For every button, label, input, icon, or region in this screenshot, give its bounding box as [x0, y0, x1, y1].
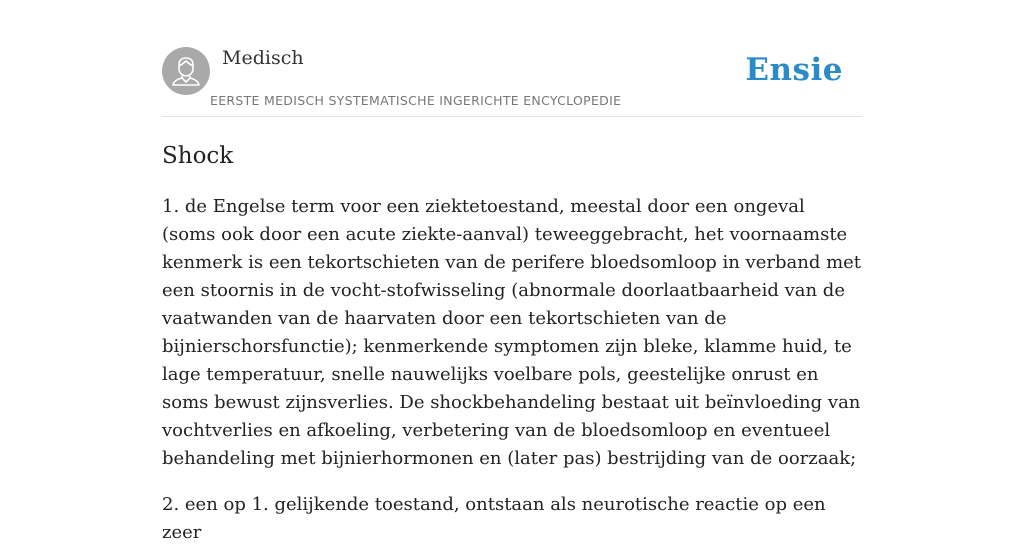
definition-paragraph: 1. de Engelse term voor een ziektetoestand, meestal door een ongeval (soms ook door een acute ziekte-aanval) teweeggebracht, het voornaamste kenmerk is een tekortschieten van de perifere bloedsomloop in verband met een stoornis in de vocht-stofwisseling (abnormale doorlaatbaarheid van de vaatwanden van de haarvaten door een tekortschieten van de bijnierschorsfunctie); kenmerkende symptomen zijn bleke, klamme huid, te lage temperatuur, snelle nauwelijks voelbare pols, geestelijke onrust en soms bewust zijnsverlies. De shockbehandeling bestaat uit beïnvloeding van vochtverlies en afkoeling, verbetering van de bloedsomloop en eventueel behandeling met bijnierhormonen en (later pas) bestrijding van de oorzaak; — [162, 196, 862, 469]
source-header — [162, 0, 862, 117]
source-subtitle: EERSTE MEDISCH SYSTEMATISCHE INGERICHTE ENCYCLOPEDIE — [210, 93, 622, 108]
avatar[interactable] — [162, 47, 210, 95]
brand-logo[interactable]: Ensie — [745, 52, 843, 88]
article — [162, 141, 862, 547]
article-title: Shock — [162, 143, 234, 169]
source-name[interactable]: Medisch — [222, 47, 304, 69]
user-icon — [162, 47, 210, 95]
page-container — [162, 0, 862, 547]
definition-paragraph: 2. een op 1. gelijkende toestand, ontstaan als neurotische reactie op een zeer — [162, 494, 826, 543]
